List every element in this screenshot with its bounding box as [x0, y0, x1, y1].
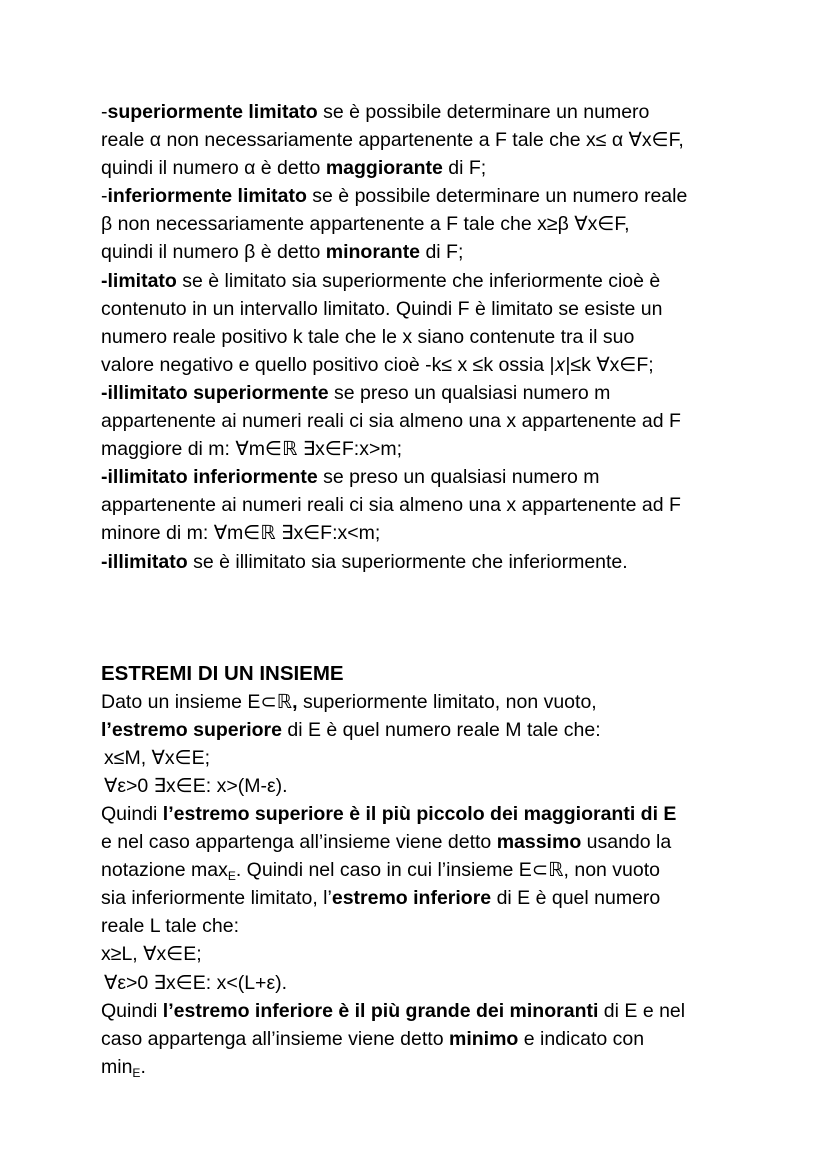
term-massimo: massimo — [496, 831, 582, 854]
term-maggiorante: maggiorante — [325, 157, 443, 180]
term-estremo-superiore: l’estremo superiore — [101, 718, 282, 741]
term-minorante: minorante — [325, 241, 421, 264]
line-inf-2: β non necessariamente appartenente a F tale che x≥β ∀x∈F, — [101, 213, 630, 236]
term-minimo: minimo — [448, 1027, 519, 1050]
document-page — [101, 98, 781, 1081]
line-illinf-2: appartenente ai numeri reali ci sia almeno una x appartenente ad F — [101, 494, 681, 517]
line-illinf-1: -illimitato inferiormente se preso un qualsiasi numero m — [101, 466, 600, 489]
term-illimitato: -illimitato — [101, 550, 188, 573]
line-inf-1: -inferiormente limitato se è possibile determinare un numero reale — [101, 185, 688, 208]
line-illsup-1: -illimitato superiormente se preso un qualsiasi numero m — [101, 381, 611, 404]
line-illsup-3: maggiore di m: ∀m∈ℝ ∃x∈F:x>m; — [101, 438, 403, 461]
term-superiormente-limitato: superiormente limitato — [107, 101, 318, 123]
line-ill-1: -illimitato se è illimitato sia superiormente che inferiormente. — [101, 550, 628, 573]
line-est-2: l’estremo superiore di E è quel numero reale M tale che: — [101, 718, 601, 741]
section-heading: ESTREMI DI UN INSIEME — [101, 661, 344, 685]
statement-inf: l’estremo inferiore è il più grande dei minoranti — [162, 999, 599, 1022]
term-estremo-inferiore: estremo inferiore — [331, 887, 492, 910]
line-lim-3: numero reale positivo k tale che le x siano contenute tra il suo — [101, 325, 635, 348]
line-sup-1: -superiormente limitato se è possibile determinare un numero — [101, 101, 650, 123]
line-est-5: Quindi l’estremo superiore è il più piccolo dei maggioranti di E — [101, 802, 677, 825]
line-lim-1: -limitato se è limitato sia superiormente che inferiormente cioè è — [101, 269, 661, 292]
line-est-10: x≥L, ∀x∈E; — [101, 943, 202, 966]
line-sup-3: quindi il numero α è detto maggiorante di F; — [101, 157, 487, 180]
line-est-3: x≤M, ∀x∈E; — [104, 746, 211, 769]
line-est-9: reale L tale che: — [101, 915, 240, 938]
line-est-13: caso appartenga all’insieme viene detto minimo e indicato con — [101, 1027, 645, 1050]
line-est-14: $\min_E$. — [101, 1055, 146, 1080]
line-est-1: Dato un insieme E⊂ℝ, superiormente limitato, non vuoto, — [101, 690, 597, 713]
line-sup-2: reale α non necessariamente appartenente a F tale che x≤ α ∀x∈F, — [101, 129, 684, 152]
line-illinf-3: minore di m: ∀m∈ℝ ∃x∈F:x<m; — [101, 522, 381, 545]
term-illimitato-inferiormente: -illimitato inferiormente — [101, 466, 318, 489]
line-est-8: sia inferiormente limitato, l’estremo inferiore di E è quel numero — [101, 887, 661, 910]
line-lim-4: valore negativo e quello positivo cioè -k≤ x ≤k ossia |𝑥|≤k ∀x∈F; — [101, 353, 654, 376]
line-est-11: ∀ε>0 ∃x∈E: x<(L+ε). — [104, 971, 288, 994]
term-illimitato-superiormente: -illimitato superiormente — [101, 381, 329, 404]
line-inf-3: quindi il numero β è detto minorante di F; — [101, 241, 464, 264]
line-est-4: ∀ε>0 ∃x∈E: x>(M-ε). — [104, 774, 288, 797]
line-est-12: Quindi l’estremo inferiore è il più grande dei minoranti di E e nel — [101, 999, 686, 1022]
statement-sup: l’estremo superiore è il più piccolo dei maggioranti di E — [162, 802, 677, 825]
line-est-6: e nel caso appartenga all’insieme viene detto massimo usando la — [101, 831, 672, 854]
line-est-7: notazione $\max_E$. Quindi nel caso in cui l’insieme E⊂ℝ, non vuoto — [101, 859, 661, 884]
term-limitato: -limitato — [101, 269, 177, 292]
line-illsup-2: appartenente ai numeri reali ci sia almeno una x appartenente ad F — [101, 410, 681, 433]
line-lim-2: contenuto in un intervallo limitato. Quindi F è limitato se esiste un — [101, 297, 663, 320]
term-inferiormente-limitato: inferiormente limitato — [107, 185, 307, 208]
